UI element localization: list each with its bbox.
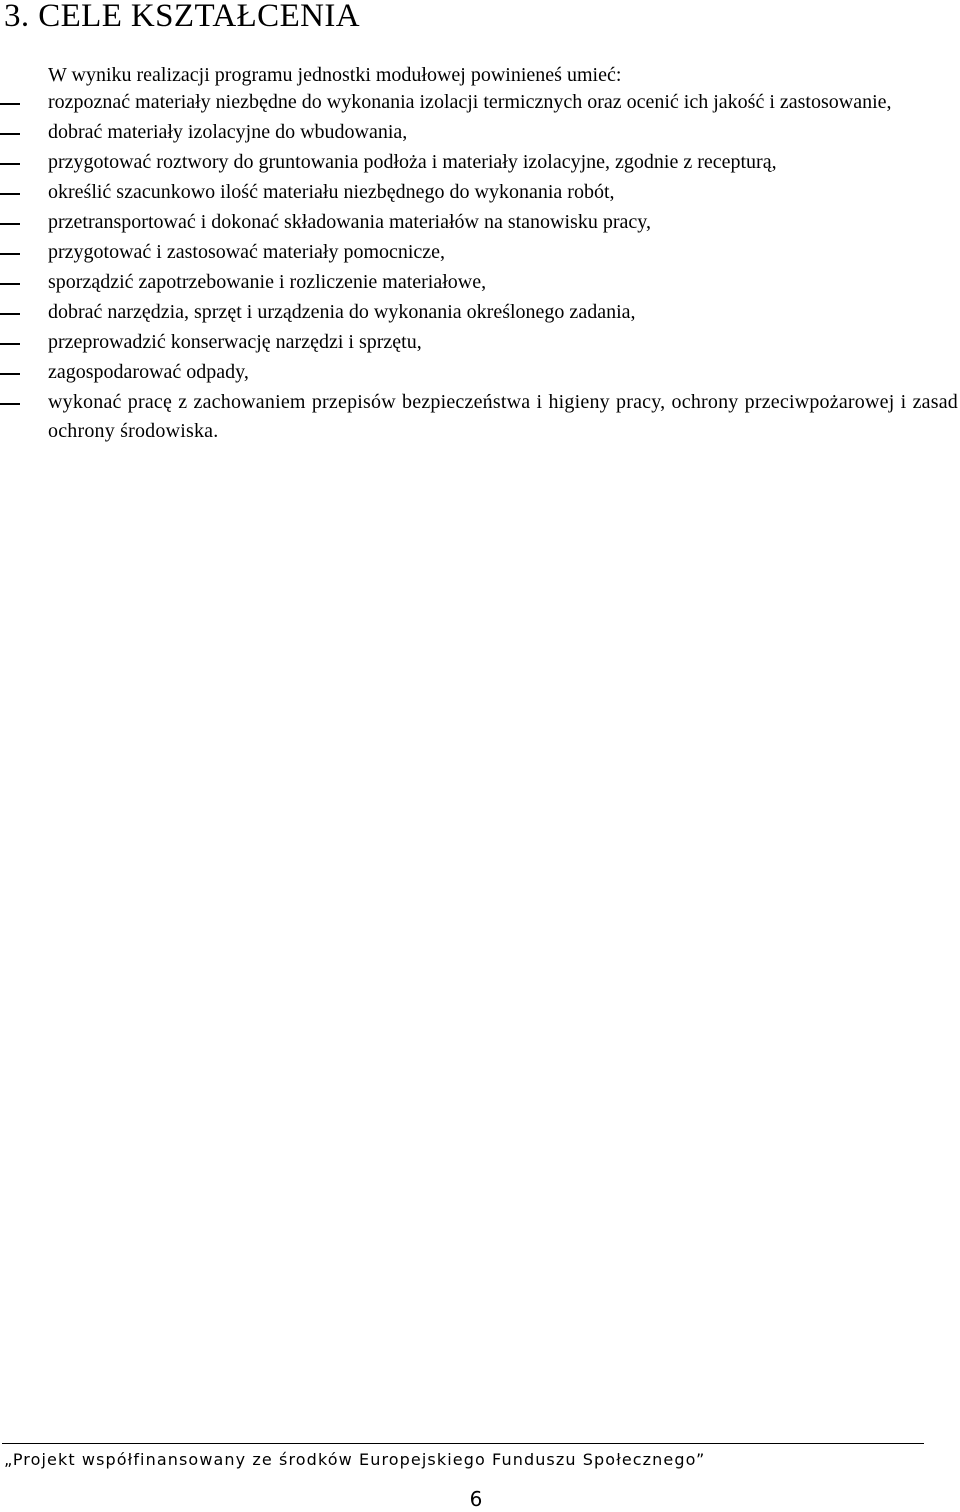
dash-bullet-icon xyxy=(0,343,20,345)
footer-divider xyxy=(2,1443,924,1444)
intro-text: W wyniku realizacji programu jednostki modułowej powinieneś umieć: xyxy=(48,64,622,86)
list-item xyxy=(0,148,958,177)
list-item-text: dobrać materiały izolacyjne do wbudowania, xyxy=(48,121,408,143)
dash-bullet-icon xyxy=(0,313,20,315)
list-item xyxy=(0,358,958,387)
dash-bullet-icon xyxy=(0,103,20,105)
learning-goals-list xyxy=(0,88,958,447)
list-item-text: rozpoznać materiały niezbędne do wykonania izolacji termicznych oraz ocenić ich jakość i zastosowanie, xyxy=(48,91,892,113)
list-item xyxy=(0,388,958,446)
list-item-text: zagospodarować odpady, xyxy=(48,361,249,383)
dash-bullet-icon xyxy=(0,163,20,165)
list-item xyxy=(0,88,958,117)
dash-bullet-icon xyxy=(0,193,20,195)
list-item xyxy=(0,208,958,237)
dash-bullet-icon xyxy=(0,283,20,285)
list-item xyxy=(0,328,958,357)
list-item xyxy=(0,238,958,267)
dash-bullet-icon xyxy=(0,403,20,405)
dash-bullet-icon xyxy=(0,253,20,255)
list-item-text: przygotować roztwory do gruntowania podłoża i materiały izolacyjne, zgodnie z recepturą, xyxy=(48,151,777,173)
list-item xyxy=(0,298,958,327)
dash-bullet-icon xyxy=(0,133,20,135)
list-item-text: przetransportować i dokonać składowania materiałów na stanowisku pracy, xyxy=(48,211,651,233)
list-item-text: określić szacunkowo ilość materiału niezbędnego do wykonania robót, xyxy=(48,181,615,203)
list-item xyxy=(0,268,958,297)
list-item-text: przeprowadzić konserwację narzędzi i sprzętu, xyxy=(48,331,422,353)
dash-bullet-icon xyxy=(0,373,20,375)
list-item-text: wykonać pracę z zachowaniem przepisów bezpieczeństwa i higieny pracy, ochrony przeciwpożarowej i zasad ochrony środowiska. xyxy=(48,391,958,442)
list-item xyxy=(0,118,958,147)
list-item-text: dobrać narzędzia, sprzęt i urządzenia do wykonania określonego zadania, xyxy=(48,301,636,323)
list-item-text: przygotować i zastosować materiały pomocnicze, xyxy=(48,241,446,263)
list-item xyxy=(0,178,958,207)
section-heading: 3. CELE KSZTAŁCENIA xyxy=(4,0,361,34)
dash-bullet-icon xyxy=(0,223,20,225)
footer-funding-note: „Projekt współfinansowany ze środków Europejskiego Funduszu Społecznego” xyxy=(4,1450,706,1469)
list-item-text: sporządzić zapotrzebowanie i rozliczenie materiałowe, xyxy=(48,271,487,293)
page-number: 6 xyxy=(469,1487,483,1511)
